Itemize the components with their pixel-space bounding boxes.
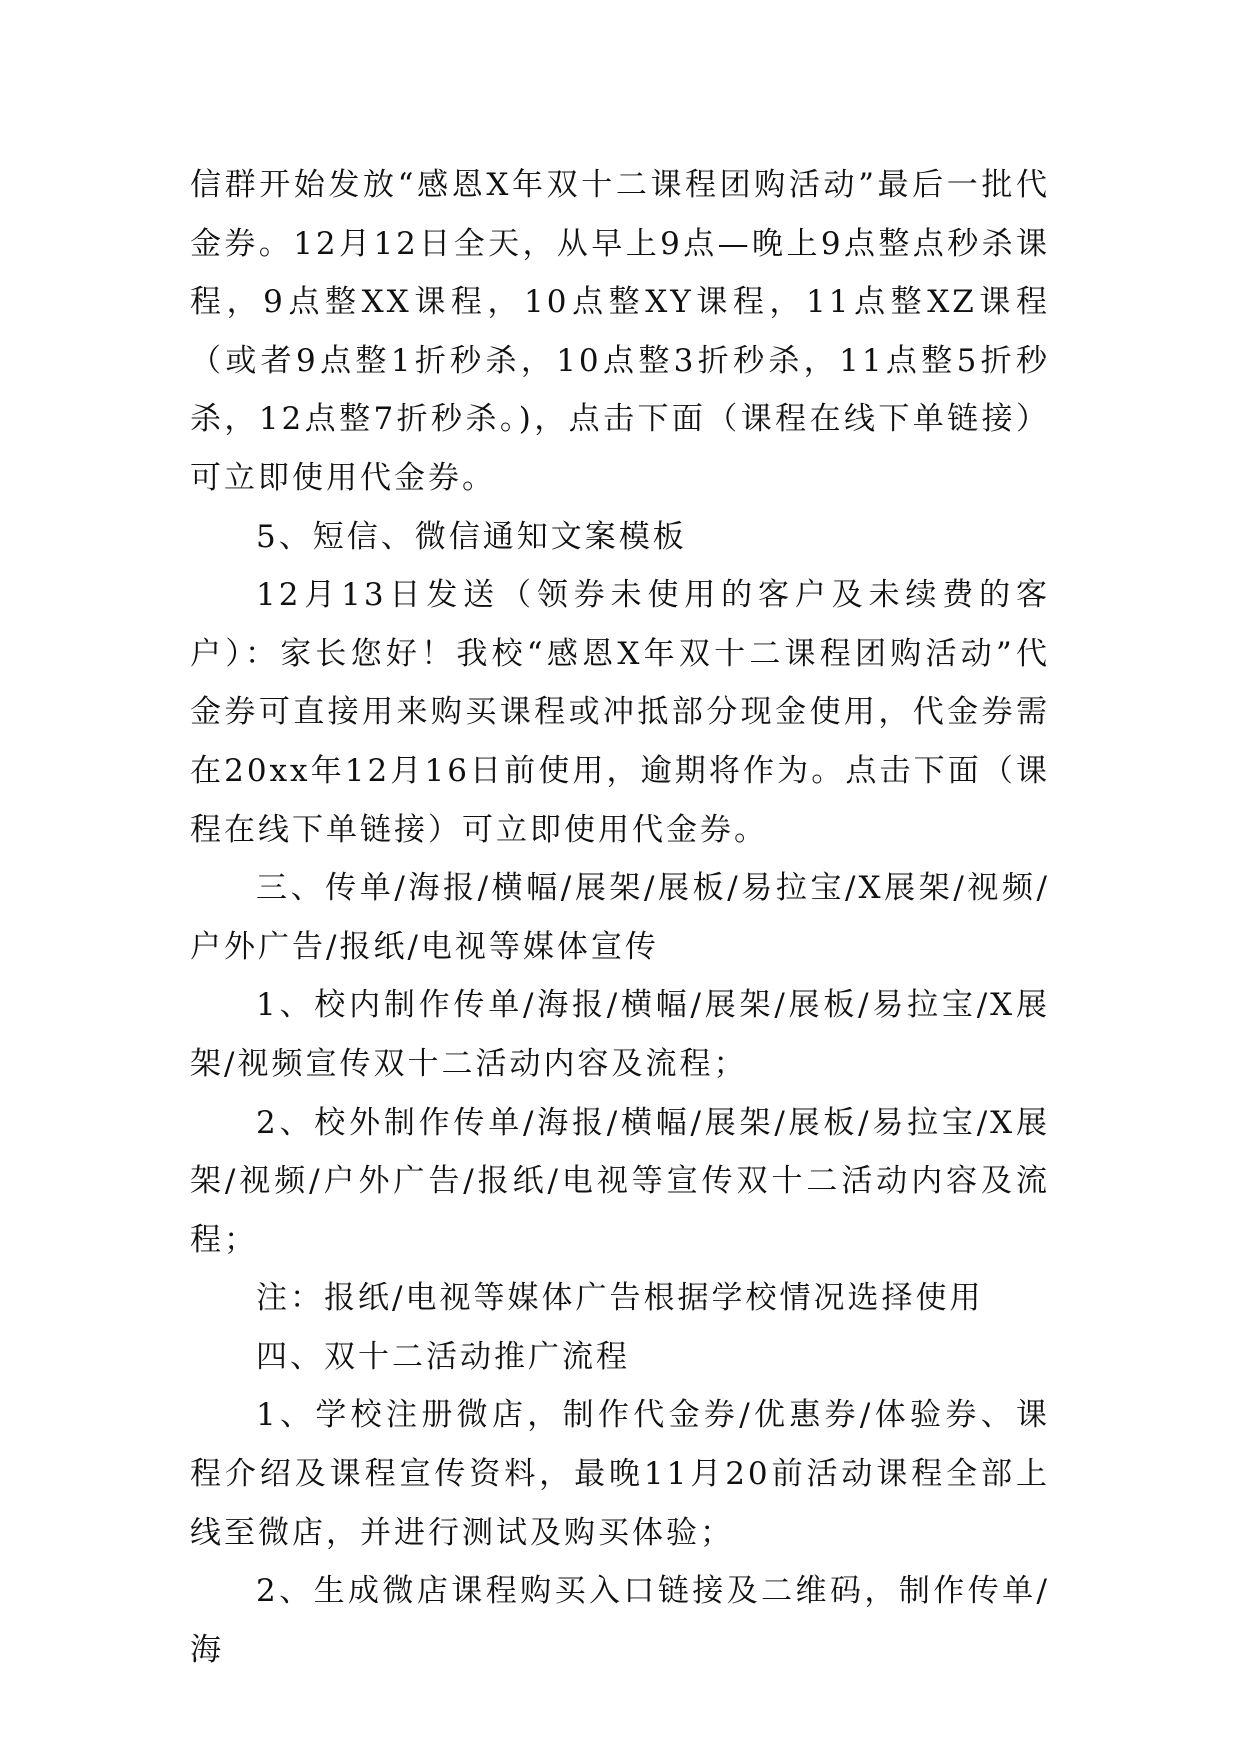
heading-sms-wechat-template: 5、短信、微信通知文案模板 (256, 518, 687, 555)
paragraph-dec13-notice: 12月13日发送（领券未使用的客户及未续费的客户）：家长您好！我校“感恩X年双十二课程团购活动”代金券可直接用来购买课程或冲抵部分现金使用，代金券需在20xx年12月16日前使用，逾期将作为。点击下面（课程在线下单链接）可立即使用代金券。 (190, 577, 1050, 848)
paragraph-on-campus-materials: 1、校内制作传单/海报/横幅/展架/展板/易拉宝/X展架/视频宣传双十二活动内容及流程； (190, 987, 1050, 1082)
heading-promotion-process: 四、双十二活动推广流程 (256, 1338, 630, 1375)
paragraph-off-campus-materials: 2、校外制作传单/海报/横幅/展架/展板/易拉宝/X展架/视频/户外广告/报纸/电视等宣传双十二活动内容及流程； (190, 1104, 1050, 1258)
paragraph-step-1-microstore: 1、学校注册微店，制作代金券/优惠券/体验券、课程介绍及课程宣传资料，最晚11月20前活动课程全部上线至微店，并进行测试及购买体验； (190, 1397, 1050, 1551)
document-body (190, 156, 1050, 1679)
paragraph-step-2-qrcode: 2、生成微店课程购买入口链接及二维码，制作传单/海 (190, 1573, 1050, 1668)
heading-media-promotion: 三、传单/海报/横幅/展架/展板/易拉宝/X展架/视频/户外广告/报纸/电视等媒体宣传 (190, 870, 1050, 965)
paragraph-coupon-continuation: 信群开始发放“感恩X年双十二课程团购活动”最后一批代金券。12月12日全天，从早上9点—晚上9点整点秒杀课程，9点整XX课程，10点整XY课程，11点整XZ课程（或者9点整1折秒杀，10点整3折秒杀，11点整5折秒杀，12点整7折秒杀。)，点击下面（课程在线下单链接）可立即使用代金券。 (190, 167, 1050, 496)
paragraph-note-media: 注：报纸/电视等媒体广告根据学校情况选择使用 (256, 1280, 984, 1317)
